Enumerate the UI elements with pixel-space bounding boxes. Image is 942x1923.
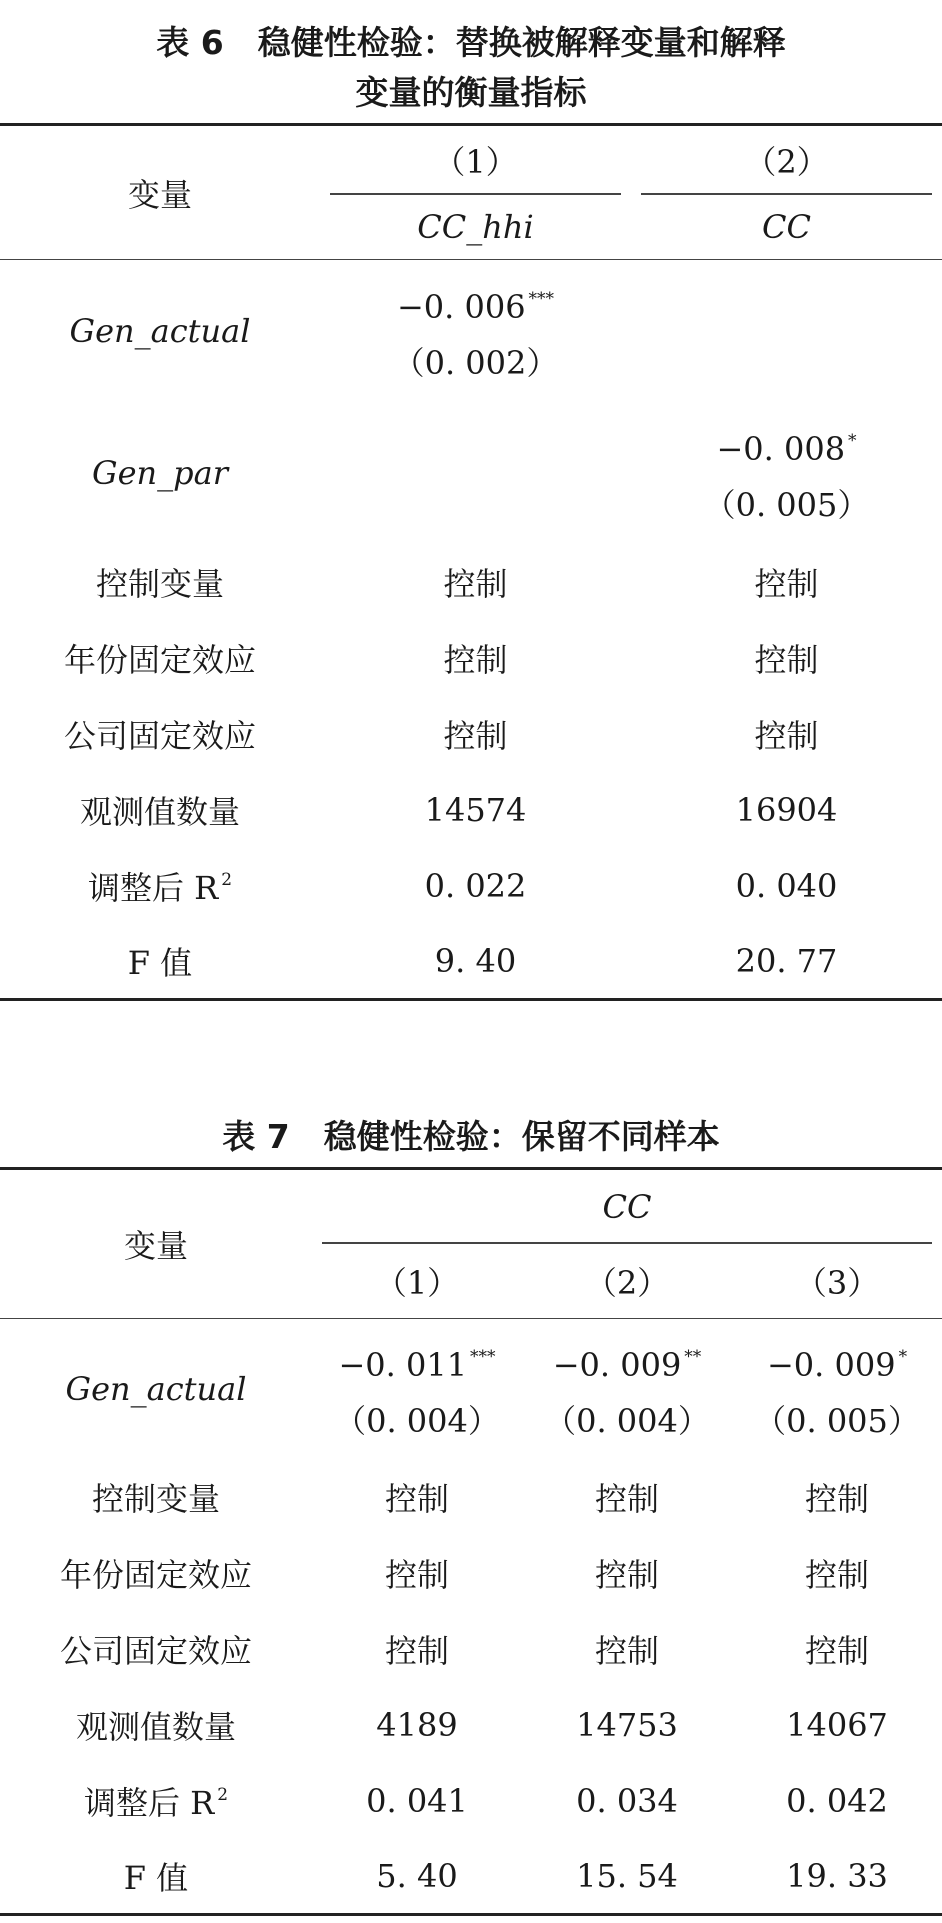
cell-value: 0. 040: [735, 866, 838, 905]
cell-value: 控制: [805, 1555, 870, 1594]
table-6-title-line1: 稳健性检验：替换被解释变量和解释: [257, 23, 786, 62]
row-label-observations: 观测值数量: [75, 1707, 236, 1746]
cell-value: 控制: [805, 1631, 870, 1670]
cell-value: 14753: [576, 1705, 678, 1744]
cell-value: 控制: [594, 1631, 659, 1670]
row-label-firm-fe: 公司固定效应: [63, 716, 256, 755]
standard-error: （0. 005）: [703, 485, 870, 524]
cell-value: 5. 40: [376, 1856, 458, 1895]
cell-gen-actual-col3: [732, 1319, 942, 1459]
table-row: [0, 772, 942, 848]
header-dependent-variable: CC: [312, 1169, 942, 1244]
cell-value: 控制: [594, 1479, 659, 1518]
cell-gen-par-col1-empty: [320, 402, 631, 544]
cell-value: 4189: [376, 1705, 458, 1744]
cell-value: 0. 042: [786, 1781, 888, 1820]
table-row: [0, 1319, 942, 1459]
table-row: [0, 260, 942, 402]
standard-error: （0. 004）: [544, 1401, 710, 1440]
table-row: [0, 544, 942, 620]
cell-gen-actual-col1: [320, 260, 631, 402]
table-row: [0, 1687, 942, 1763]
cell-value: 0. 034: [576, 1781, 678, 1820]
table-row: [0, 1763, 942, 1839]
table-row: [0, 848, 942, 924]
row-label-gen-actual: Gen_actual: [69, 311, 251, 350]
superscript: 2: [217, 1784, 229, 1805]
table-7-title: 稳健性检验：保留不同样本: [323, 1117, 720, 1156]
header-col-3-number: （3）: [794, 1263, 880, 1302]
cell-value: 控制: [384, 1631, 449, 1670]
table-row: [0, 924, 942, 1000]
row-label-controls: 控制变量: [91, 1479, 220, 1518]
cell-gen-actual-col2: [522, 1319, 732, 1459]
row-label-f-value: F 值: [123, 1858, 189, 1897]
cell-value: 15. 54: [576, 1856, 678, 1895]
table-6: [0, 123, 942, 1001]
table-row: [0, 1839, 942, 1915]
table-row: [0, 1459, 942, 1535]
cell-value: 控制: [443, 564, 508, 603]
table-7: [0, 1167, 942, 1916]
cell-value: 控制: [754, 716, 819, 755]
coef-value: −0. 008: [716, 429, 846, 468]
table-7-number: 表 7: [222, 1117, 290, 1156]
header-col-2-number: （2）: [631, 125, 942, 195]
header-col-1-dependent: CC_hhi: [417, 207, 534, 246]
cell-value: 19. 33: [786, 1856, 888, 1895]
cell-value: 控制: [594, 1555, 659, 1594]
cell-value: 16904: [735, 790, 838, 829]
row-label-f-value: F 值: [127, 943, 193, 982]
coef-value: −0. 006: [396, 287, 526, 326]
cell-value: 控制: [384, 1555, 449, 1594]
header-col-1-number: （1）: [374, 1263, 460, 1302]
cell-value: 控制: [384, 1479, 449, 1518]
cell-value: 20. 77: [735, 941, 838, 980]
cell-gen-actual-col1: [312, 1319, 522, 1459]
superscript: 2: [221, 869, 233, 890]
cell-value: 控制: [443, 716, 508, 755]
coef-value: −0. 009: [766, 1345, 896, 1384]
significance-stars: **: [684, 1346, 702, 1367]
coef-value: −0. 011: [338, 1345, 468, 1384]
table-7-caption: [0, 1095, 942, 1167]
header-col-2-dependent: CC: [762, 207, 811, 246]
cell-value: 控制: [754, 640, 819, 679]
cell-value: 14574: [424, 790, 527, 829]
cell-value: 控制: [754, 564, 819, 603]
row-label-adj-r2: 调整后 R $^2$: [87, 868, 233, 907]
table-6-number: 表 6: [156, 23, 224, 62]
standard-error: （0. 004）: [334, 1401, 500, 1440]
header-variable: 变量: [0, 125, 320, 260]
standard-error: （0. 005）: [754, 1401, 920, 1440]
table-row: [0, 620, 942, 696]
cell-gen-par-col2: [631, 402, 942, 544]
table-row: [0, 696, 942, 772]
significance-stars: ***: [470, 1346, 496, 1367]
coef-value: −0. 009: [552, 1345, 682, 1384]
table-row: [0, 1535, 942, 1611]
row-label-controls: 控制变量: [95, 564, 224, 603]
cell-value: 控制: [805, 1479, 870, 1518]
cell-value: 9. 40: [434, 941, 517, 980]
standard-error: （0. 002）: [392, 343, 559, 382]
table-6-title-line2: 变量的衡量指标: [355, 73, 587, 112]
row-label-gen-actual: Gen_actual: [65, 1369, 247, 1408]
header-col-2-number: （2）: [584, 1263, 670, 1302]
table-7-header-row-1: [0, 1169, 942, 1244]
header-col-1-number: （1）: [320, 125, 631, 195]
cell-value: 0. 041: [366, 1781, 468, 1820]
significance-stars: *: [848, 430, 857, 451]
row-label-firm-fe: 公司固定效应: [59, 1631, 252, 1670]
row-label-observations: 观测值数量: [79, 792, 240, 831]
table-row: [0, 1611, 942, 1687]
table-6-caption: [0, 0, 942, 123]
row-label-year-fe: 年份固定效应: [63, 640, 256, 679]
cell-gen-actual-col2-empty: [631, 260, 942, 402]
cell-value: 14067: [786, 1705, 888, 1744]
table-6-header-row-1: [0, 125, 942, 195]
table-7-section: [0, 1095, 942, 1916]
significance-stars: ***: [528, 288, 555, 309]
row-label-gen-par: Gen_par: [92, 453, 228, 492]
cell-value: 控制: [443, 640, 508, 679]
significance-stars: *: [898, 1346, 908, 1367]
header-variable: 变量: [0, 1169, 312, 1319]
table-row: [0, 402, 942, 544]
row-label-year-fe: 年份固定效应: [59, 1555, 252, 1594]
row-label-adj-r2: 调整后 R $^2$: [83, 1783, 229, 1822]
cell-value: 0. 022: [424, 866, 527, 905]
